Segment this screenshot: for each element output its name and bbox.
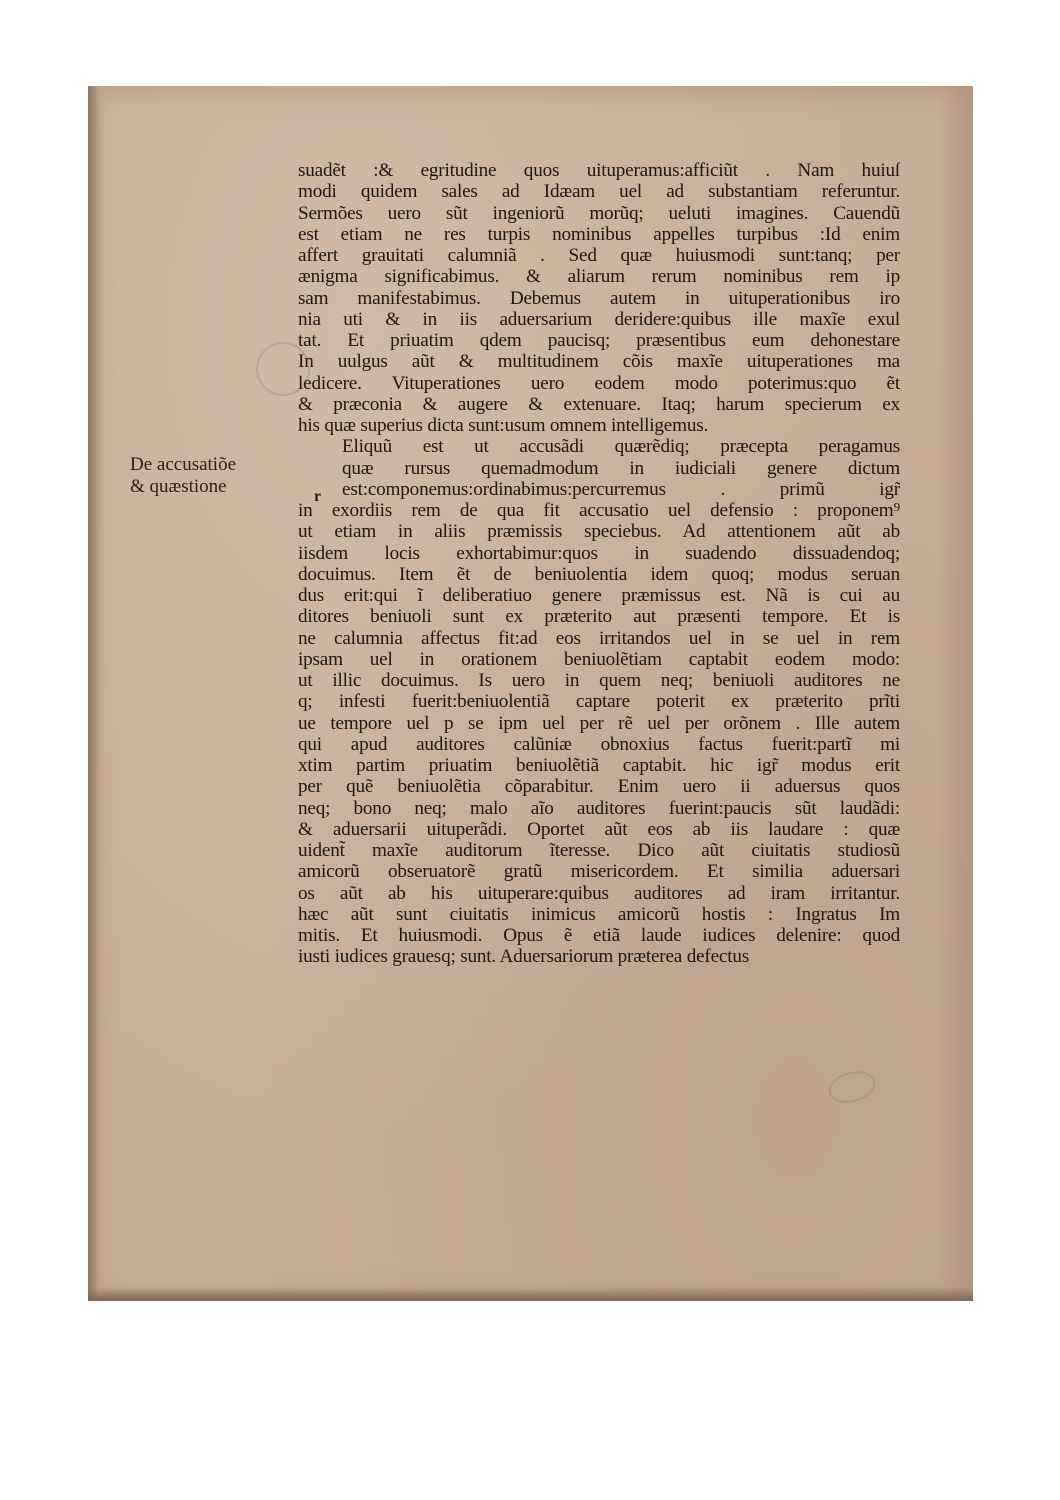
signature-mark: r [314, 488, 322, 505]
text-line: per quẽ beniuolẽtia cõparabitur. Enim uero ii aduersus quos [298, 776, 900, 798]
text-line: iisdem locis exhortabimur:quos in suadendo dissuadendoq; [298, 542, 900, 564]
text-line: modi quidem sales ad Idæam uel ad substantiam referuntur. [298, 181, 900, 203]
text-line: ledicere. Vituperationes uero eodem modo poterimus:quo ẽt [298, 372, 900, 394]
text-line: neq; bono neq; malo aĩo auditores fuerint:paucis sũt laudãdi: [298, 797, 900, 819]
text-line: & aduersarii uituperãdi. Oportet aũt eos ab iis laudare : quæ [298, 818, 900, 840]
text-line: docuimus. Item ẽt de beniuolentia idem quoq; modus seruan [298, 563, 900, 585]
text-line: & præconia & augere & extenuare. Itaq; harum specierum ex [298, 393, 900, 415]
text-line: qui apud auditores calũniæ obnoxius factus fuerit:partĩ mi [298, 733, 900, 755]
text-line: In uulgus aũt & multitudinem cõis maxĩe uituperationes ma [298, 351, 900, 373]
marginal-heading-line-1: De accusatiõe [130, 454, 237, 475]
text-line: Eliquũ est ut accusãdi quærẽdiq; præcepta peragamus [342, 436, 900, 458]
text-line: nia uti & in iis aduersarium deridere:quibus ille maxĩe exul [298, 308, 900, 330]
page-bottom-edge-shadow [88, 1287, 973, 1301]
text-line: ut etiam in aliis præmissis speciebus. Ad attentionem aũt ab [298, 521, 900, 543]
text-line: sam manifestabimus. Debemus autem in uituperationibus iro [298, 287, 900, 309]
text-line: ne calumnia affectus fit:ad eos irritandos uel in se uel in rem [298, 627, 900, 649]
text-line: ipsam uel in orationem beniuolẽtiam captabit eodem modo: [298, 648, 900, 670]
text-line: Sermões uero sũt ingeniorũ morũq; ueluti imagines. Cauendũ [298, 202, 900, 224]
text-line: iusti iudices grauesq; sunt. Aduersariorum præterea defectus [298, 946, 750, 968]
text-line: os aũt ab his uituperare:quibus auditores ad iram irritantur. [298, 882, 900, 904]
text-line: in exordiis rem de qua fit accusatio uel defensio : proponem⁹ [298, 500, 900, 521]
text-line: his quæ superius dicta sunt:usum omnem intelligemus. [298, 415, 709, 436]
text-line: uident̃ maxĩe auditorum ĩteresse. Dico aũt ciuitatis studiosũ [298, 840, 900, 861]
text-line: suadẽt :& egritudine quos uituperamus:afficiũt . Nam huiuſ [298, 160, 900, 181]
text-line: ænigma significabimus. & aliarum rerum nominibus rem ip [298, 266, 900, 288]
marginal-heading-line-2: & quæstione [130, 476, 227, 497]
library-stamp-faint-bottom [825, 1066, 879, 1107]
text-line: ditores beniuoli sunt ex præterito aut præsenti tempore. Et is [298, 606, 900, 628]
text-line: est:componemus:ordinabimus:percurremus . primũ igr̃ [342, 478, 900, 500]
text-line: amicorũ obseruatorẽ gratũ misericordem. Et similia aduersari [298, 861, 900, 883]
text-line: affert grauitati calumniã . Sed quæ huiusmodi sunt:tanq; per [298, 245, 900, 266]
main-text-block [298, 160, 900, 968]
text-line: tat. Et priuatim qdem paucisq; præsentibus eum dehonestare [298, 330, 900, 351]
text-line: dus erit:qui ĩ deliberatiuo genere præmissus est. Nã is cui au [298, 585, 900, 606]
text-line: ue tempore uel p se ipm uel per rẽ uel per orõnem . Ille autem [298, 712, 900, 734]
text-line: xtim partim priuatim beniuolẽtiã captabit. hic igr̃ modus erit [298, 755, 900, 776]
page-right-edge-shadow [937, 86, 973, 1301]
text-line: est etiam ne res turpis nominibus appelles turpibus :Id enim [298, 223, 900, 245]
text-line: hæc aũt sunt ciuitatis inimicus amicorũ hostis : Ingratus Im [298, 903, 900, 925]
text-line: ut illic docuimus. Is uero in quem neq; beniuoli auditores ne [298, 670, 900, 691]
page-left-edge-shadow [88, 86, 104, 1301]
text-line: quæ rursus quemadmodum in iudiciali genere dictum [342, 457, 900, 479]
text-line: q; infesti fuerit:beniuolentiã captare poterit ex præterito prĩti [298, 691, 900, 713]
text-line: mitis. Et huiusmodi. Opus ẽ etiã laude iudices delenire: quod [298, 925, 900, 946]
marginal-heading [130, 454, 280, 498]
manuscript-page [88, 86, 973, 1301]
